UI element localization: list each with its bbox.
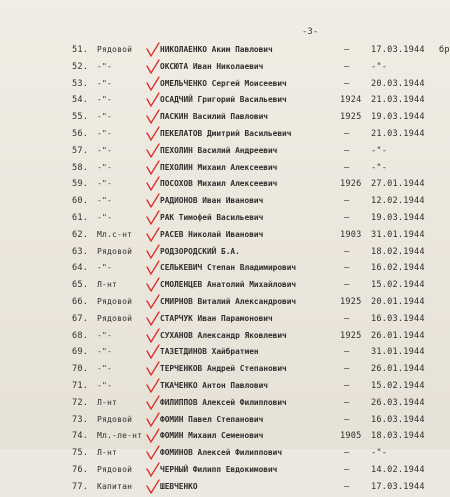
list-item — [0, 93, 450, 110]
name-cell: ТЕРЧЕНКОВ Андрей Степанович — [160, 364, 287, 374]
row-number: 75. — [72, 448, 89, 459]
row-number: 69. — [72, 347, 89, 358]
red-checkmark-icon — [145, 277, 161, 293]
date-cell: 17.03.1944 — [371, 45, 425, 55]
name-cell: СМИРНОВ Виталий Александрович — [160, 296, 297, 306]
red-checkmark-icon — [145, 294, 161, 310]
list-item — [0, 261, 450, 278]
name-cell: РОДЗОРОДСКИЙ Б.А. — [160, 246, 240, 256]
list-item — [0, 463, 450, 480]
name-cell: НИКОЛАЕНКО Аким Павлович — [160, 45, 273, 54]
row-number: 59. — [72, 179, 89, 190]
rank-cell: -"- — [97, 95, 113, 105]
name-cell: РАДИОНОВ Иван Иванович — [160, 196, 264, 206]
list-item — [0, 228, 450, 245]
red-checkmark-icon — [145, 244, 161, 260]
rank-cell: -"- — [97, 364, 113, 374]
dash-placeholder: – — [344, 61, 350, 72]
list-item — [0, 278, 450, 295]
red-checkmark-icon — [145, 76, 161, 92]
date-cell: 16.02.1944 — [371, 263, 425, 274]
date-cell: 15.02.1944 — [371, 280, 425, 291]
rank-cell: Рядовой — [97, 246, 133, 256]
row-number: 61. — [72, 212, 89, 223]
red-checkmark-icon — [145, 210, 161, 226]
date-cell: 15.02.1944 — [371, 380, 425, 391]
list-item — [0, 295, 450, 312]
row-number: 51. — [72, 45, 89, 55]
rank-cell: -"- — [97, 263, 113, 273]
row-number: 67. — [72, 313, 89, 324]
name-cell: ФИЛИППОВ Алексей Филиппович — [160, 397, 287, 407]
name-cell: ШЕВЧЕНКО — [160, 481, 198, 491]
red-checkmark-icon — [145, 462, 161, 478]
rank-cell: -"- — [97, 112, 113, 122]
red-checkmark-icon — [145, 176, 161, 192]
list-item — [0, 110, 450, 127]
rank-cell: -"- — [97, 145, 113, 155]
list-item — [0, 379, 450, 396]
date-cell: -"- — [371, 145, 388, 156]
personnel-list — [0, 43, 450, 497]
date-cell: 26.03.1944 — [371, 397, 425, 408]
red-checkmark-icon — [145, 227, 161, 243]
red-checkmark-icon — [145, 260, 161, 276]
name-cell: ПЕКЕЛАТОВ Дмитрий Васильевич — [160, 128, 292, 138]
date-cell: 20.03.1944 — [371, 78, 425, 89]
dash-placeholder: – — [344, 196, 350, 207]
date-cell: 21.03.1944 — [371, 128, 425, 139]
dash-placeholder: – — [344, 380, 350, 391]
red-checkmark-icon — [145, 395, 161, 411]
dash-placeholder: – — [344, 246, 350, 257]
date-cell: 19.03.1944 — [371, 212, 425, 223]
row-number: 57. — [72, 145, 89, 156]
row-number: 53. — [72, 78, 89, 89]
list-item — [0, 194, 450, 211]
list-item — [0, 312, 450, 329]
dash-placeholder: – — [344, 347, 350, 358]
red-checkmark-icon — [145, 412, 161, 428]
date-cell: 18.02.1944 — [371, 246, 425, 257]
row-number: 62. — [72, 229, 89, 240]
name-cell: ФОМИН Михаил Семенович — [160, 431, 264, 441]
rank-cell: -"- — [97, 162, 113, 172]
dash-placeholder: – — [344, 414, 350, 425]
date-cell: 18.03.1944 — [371, 431, 425, 442]
date-cell: 27.01.1944 — [371, 179, 425, 190]
name-cell: ОКСЮТА Иван Николаевич — [160, 61, 264, 71]
list-item — [0, 211, 450, 228]
rank-cell: Рядовой — [97, 414, 133, 424]
dash-placeholder: – — [344, 128, 350, 139]
dash-placeholder: – — [344, 481, 350, 492]
row-number: 76. — [72, 464, 89, 475]
list-item — [0, 362, 450, 379]
red-checkmark-icon — [145, 344, 161, 360]
red-checkmark-icon — [145, 311, 161, 327]
rank-cell: Л-нт — [97, 280, 118, 290]
birth-year-cell: 1925 — [340, 330, 362, 341]
red-checkmark-icon — [145, 42, 161, 58]
rank-cell: -"- — [97, 78, 113, 88]
date-cell: 31.01.1944 — [371, 229, 425, 240]
list-item — [0, 480, 450, 497]
list-item — [0, 396, 450, 413]
name-cell: ТКАЧЕНКО Антон Павлович — [160, 380, 268, 390]
birth-year-cell: 1926 — [340, 179, 362, 190]
name-cell: ОСАДЧИЙ Григорий Васильевич — [160, 95, 287, 105]
red-checkmark-icon — [145, 378, 161, 394]
dash-placeholder: – — [344, 45, 350, 55]
rank-cell: Рядовой — [97, 45, 133, 54]
dash-placeholder: – — [344, 448, 350, 459]
date-cell: 20.01.1944 — [371, 296, 425, 307]
red-checkmark-icon — [145, 143, 161, 159]
red-checkmark-icon — [145, 126, 161, 142]
name-cell: ПОСОХОВ Михаил Алексеевич — [160, 179, 278, 189]
date-cell: 17.03.1944 — [371, 481, 425, 492]
rank-cell: -"- — [97, 212, 113, 222]
dash-placeholder: – — [344, 162, 350, 173]
dash-placeholder: – — [344, 313, 350, 324]
rank-cell: Рядовой — [97, 313, 133, 323]
birth-year-cell: 1903 — [340, 229, 362, 240]
list-item — [0, 127, 450, 144]
date-cell: 21.03.1944 — [371, 95, 425, 106]
rank-cell: Л-нт — [97, 448, 118, 458]
list-item — [0, 144, 450, 161]
row-number: 58. — [72, 162, 89, 173]
row-number: 72. — [72, 397, 89, 408]
row-number: 70. — [72, 364, 89, 375]
date-cell: 14.02.1944 — [371, 464, 425, 475]
row-number: 55. — [72, 112, 89, 123]
rank-cell: Мл.-ле-нт — [97, 431, 143, 441]
name-cell: ОМЕЛЬЧЕНКО Сергей Моисеевич — [160, 78, 287, 88]
name-cell: ФОМИНОВ Алексей Филиппович — [160, 448, 283, 458]
list-item — [0, 245, 450, 262]
dash-placeholder: – — [344, 364, 350, 375]
dash-placeholder: – — [344, 78, 350, 89]
list-item — [0, 43, 450, 60]
name-cell: СМОЛЕНЦЕВ Анатолий Михайлович — [160, 280, 297, 290]
birth-year-cell: 1924 — [340, 95, 362, 106]
list-item — [0, 60, 450, 77]
rank-cell: -"- — [97, 179, 113, 189]
rank-cell: -"- — [97, 196, 113, 206]
dash-placeholder: – — [344, 464, 350, 475]
red-checkmark-icon — [145, 361, 161, 377]
name-cell: ПЕХОЛИН Михаил Алексеевич — [160, 162, 278, 172]
name-cell: СТАРЧУК Иван Парамонович — [160, 313, 273, 323]
row-number: 68. — [72, 330, 89, 341]
red-checkmark-icon — [145, 445, 161, 461]
date-cell: 26.01.1944 — [371, 330, 425, 341]
name-cell: РАК Тимофей Васильевич — [160, 212, 264, 222]
name-cell: СЕЛЬКЕВИЧ Степан Владимирович — [160, 263, 297, 273]
rank-cell: Мл.с-нт — [97, 229, 133, 239]
row-number: 64. — [72, 263, 89, 274]
name-cell: СУХАНОВ Александр Яковлевич — [160, 330, 287, 340]
date-cell: 31.01.1944 — [371, 347, 425, 358]
list-item — [0, 329, 450, 346]
page-number: -3- — [302, 27, 319, 37]
date-cell: -"- — [371, 448, 388, 459]
rank-cell: -"- — [97, 330, 113, 340]
row-number: 52. — [72, 61, 89, 72]
red-checkmark-icon — [145, 59, 161, 75]
date-cell: 16.03.1944 — [371, 313, 425, 324]
dash-placeholder: – — [344, 212, 350, 223]
row-number: 66. — [72, 296, 89, 307]
red-checkmark-icon — [145, 109, 161, 125]
birth-year-cell: 1925 — [340, 112, 362, 123]
row-number: 65. — [72, 280, 89, 291]
name-cell: ЧЕРНЫЙ Филипп Евдокимович — [160, 464, 278, 474]
list-item — [0, 429, 450, 446]
date-cell: 16.03.1944 — [371, 414, 425, 425]
row-number: 54. — [72, 95, 89, 106]
list-item — [0, 161, 450, 178]
red-checkmark-icon — [145, 160, 161, 176]
list-item — [0, 177, 450, 194]
row-number: 63. — [72, 246, 89, 257]
dash-placeholder: – — [344, 145, 350, 156]
rank-cell: Рядовой — [97, 296, 133, 306]
red-checkmark-icon — [145, 328, 161, 344]
extra-note: бр — [439, 45, 450, 55]
row-number: 73. — [72, 414, 89, 425]
rank-cell: -"- — [97, 347, 113, 357]
dash-placeholder: – — [344, 263, 350, 274]
red-checkmark-icon — [145, 193, 161, 209]
row-number: 60. — [72, 196, 89, 207]
name-cell: РАСЕВ Николай Иванович — [160, 229, 264, 239]
birth-year-cell: 1925 — [340, 296, 362, 307]
dash-placeholder: – — [344, 280, 350, 291]
name-cell: ПАСКИН Василий Павлович — [160, 112, 268, 122]
row-number: 56. — [72, 128, 89, 139]
row-number: 71. — [72, 380, 89, 391]
date-cell: 12.02.1944 — [371, 196, 425, 207]
row-number: 74. — [72, 431, 89, 442]
rank-cell: -"- — [97, 61, 113, 71]
list-item — [0, 77, 450, 94]
rank-cell: -"- — [97, 128, 113, 138]
name-cell: ФОМИН Павел Степанович — [160, 414, 264, 424]
date-cell: 26.01.1944 — [371, 364, 425, 375]
date-cell: -"- — [371, 61, 388, 72]
rank-cell: -"- — [97, 380, 113, 390]
row-number: 77. — [72, 481, 89, 492]
name-cell: ПЕХОЛИН Василий Андреевич — [160, 145, 278, 155]
date-cell: 19.03.1944 — [371, 112, 425, 123]
list-item — [0, 345, 450, 362]
name-cell: ТАЗЕТДИНОВ Хайбратмен — [160, 347, 259, 357]
rank-cell: Л-нт — [97, 397, 118, 407]
red-checkmark-icon — [145, 92, 161, 108]
red-checkmark-icon — [145, 428, 161, 444]
dash-placeholder: – — [344, 397, 350, 408]
list-item — [0, 413, 450, 430]
rank-cell: Рядовой — [97, 464, 133, 474]
red-checkmark-icon — [145, 479, 161, 495]
rank-cell: Капитан — [97, 481, 133, 491]
birth-year-cell: 1905 — [340, 431, 362, 442]
date-cell: -"- — [371, 162, 388, 173]
